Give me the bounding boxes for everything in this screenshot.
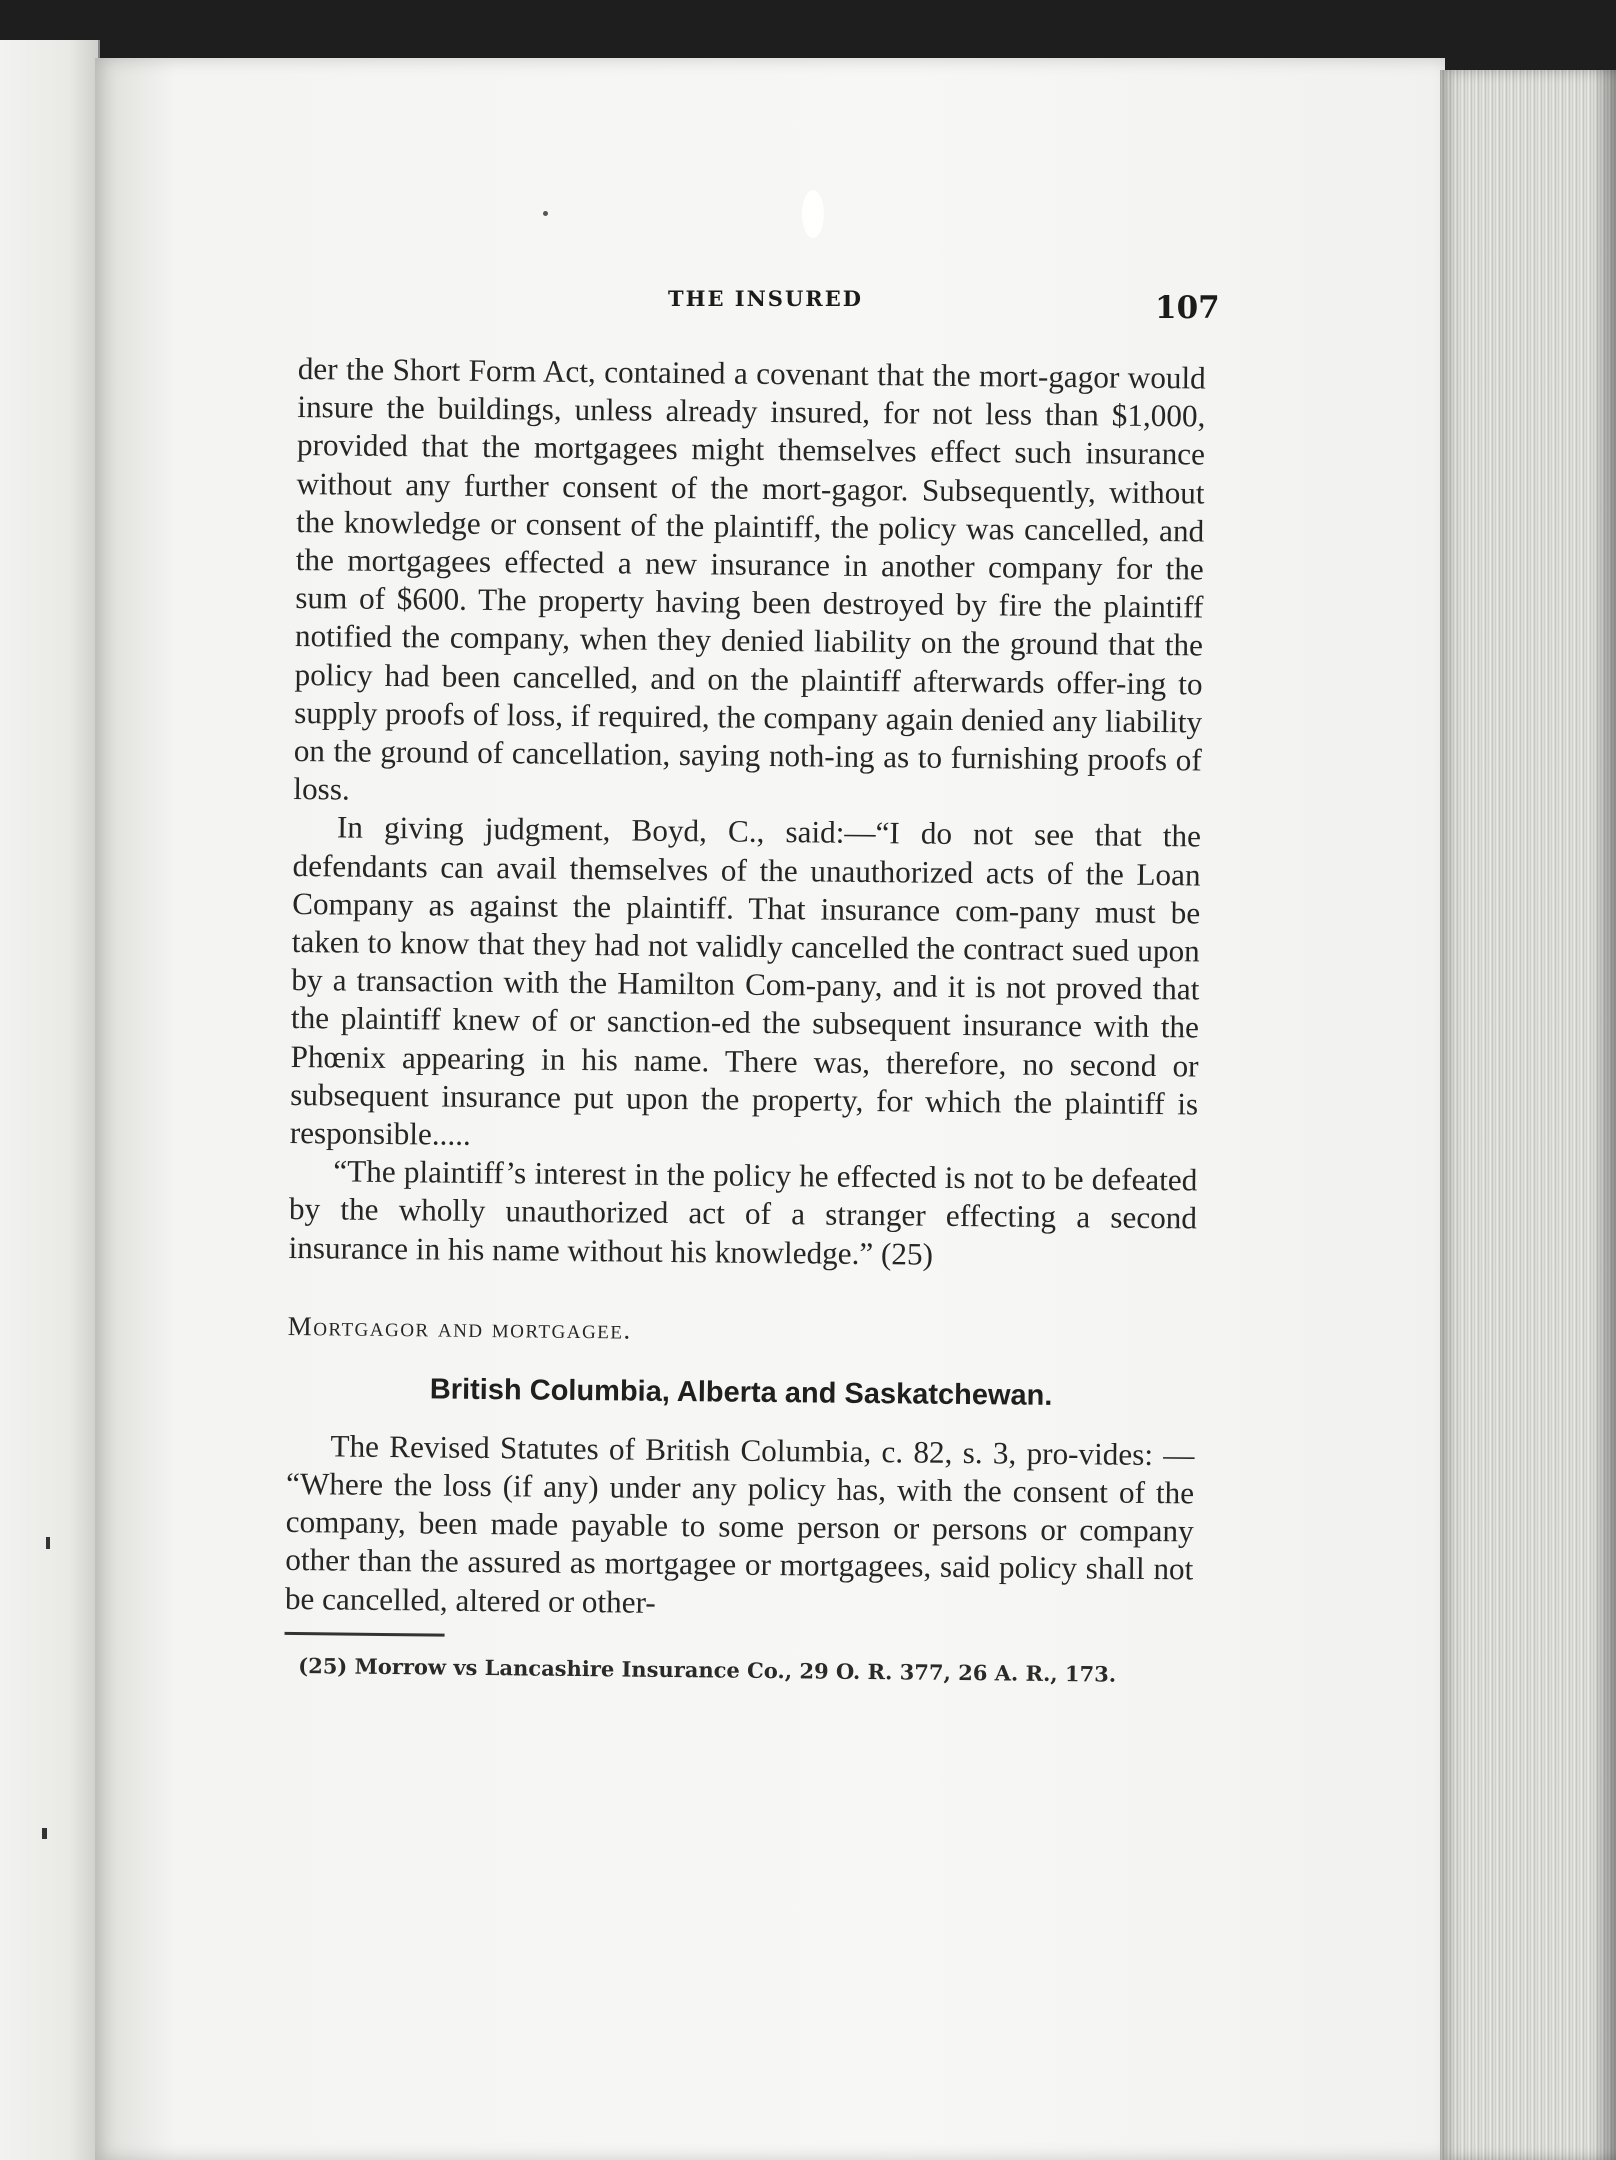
quote-paragraph: “The plaintiff’s interest in the policy he effected is not to be defeated by the wholly unauthorized act of a stranger effecting a second insurance in his name without his knowledge.” (25) xyxy=(288,1153,1198,1272)
margin-mark xyxy=(46,1537,50,1549)
margin-mark xyxy=(42,1828,47,1839)
body-paragraph: In giving judgment, Boyd, C., said:—“I do not see that the defendants can avail themselves of the unauthorized acts of the Loan Company as against the plaintiff. That insurance com-pany must be taken to know that they had not validly cancelled the contract sued upon by a transaction with the Hamilton Com-pany, and it is not proved that the plaintiff knew of or sanction-ed the subsequent insurance with the Phœnix appearing in his name. There was, therefore, no second or subsequent insurance put upon the property, for which the plaintiff is responsible..... xyxy=(289,809,1202,1152)
body-paragraph: der the Short Form Act, contained a covenant that the mort-gagor would insure the buildings, unless already insured, for not less than $1,000, provided that the mortgagees might themselves effect such insurance without any further consent of the mort-gagor. Subsequently, without the knowledge or consent of the plaintiff, the policy was cancelled, and the mortgagees effected a new insurance in another company for the sum of $600. The property having been destroyed by fire the plaintiff notified the company, when they denied liability on the ground that the policy had been cancelled, and on the plaintiff afterwards offer-ing to supply proofs of loss, if required, the company again denied any liability on the ground of cancellation, saying noth-ing as to furnishing proofs of loss. xyxy=(293,350,1206,807)
facing-page-edge xyxy=(0,40,100,2160)
footnote-rule xyxy=(285,1632,445,1637)
subsection-heading: British Columbia, Alberta and Saskatchewan. xyxy=(429,1373,1053,1412)
page-number: 107 xyxy=(1155,290,1220,326)
scan-speck xyxy=(543,211,548,216)
section-heading: Mortgagor and mortgagee. xyxy=(287,1310,632,1345)
page-stack-edge xyxy=(1440,70,1616,2160)
body-paragraph: The Revised Statutes of British Columbia, c. 82, s. 3, pro-vides: — “Where the loss (if any) under any policy has, with the consent of the company, been made payable to some person or persons or company other than the assured as mortgagee or mortgagees, said policy shall not be cancelled, altered or other- xyxy=(284,1428,1195,1620)
footnote: (25) Morrow vs Lancashire Insurance Co., 29 O. R. 377, 26 A. R., 173. xyxy=(298,1652,1117,1687)
scan-smudge xyxy=(802,190,824,238)
running-head: THE INSURED xyxy=(668,286,863,311)
page-body xyxy=(284,350,1206,1690)
